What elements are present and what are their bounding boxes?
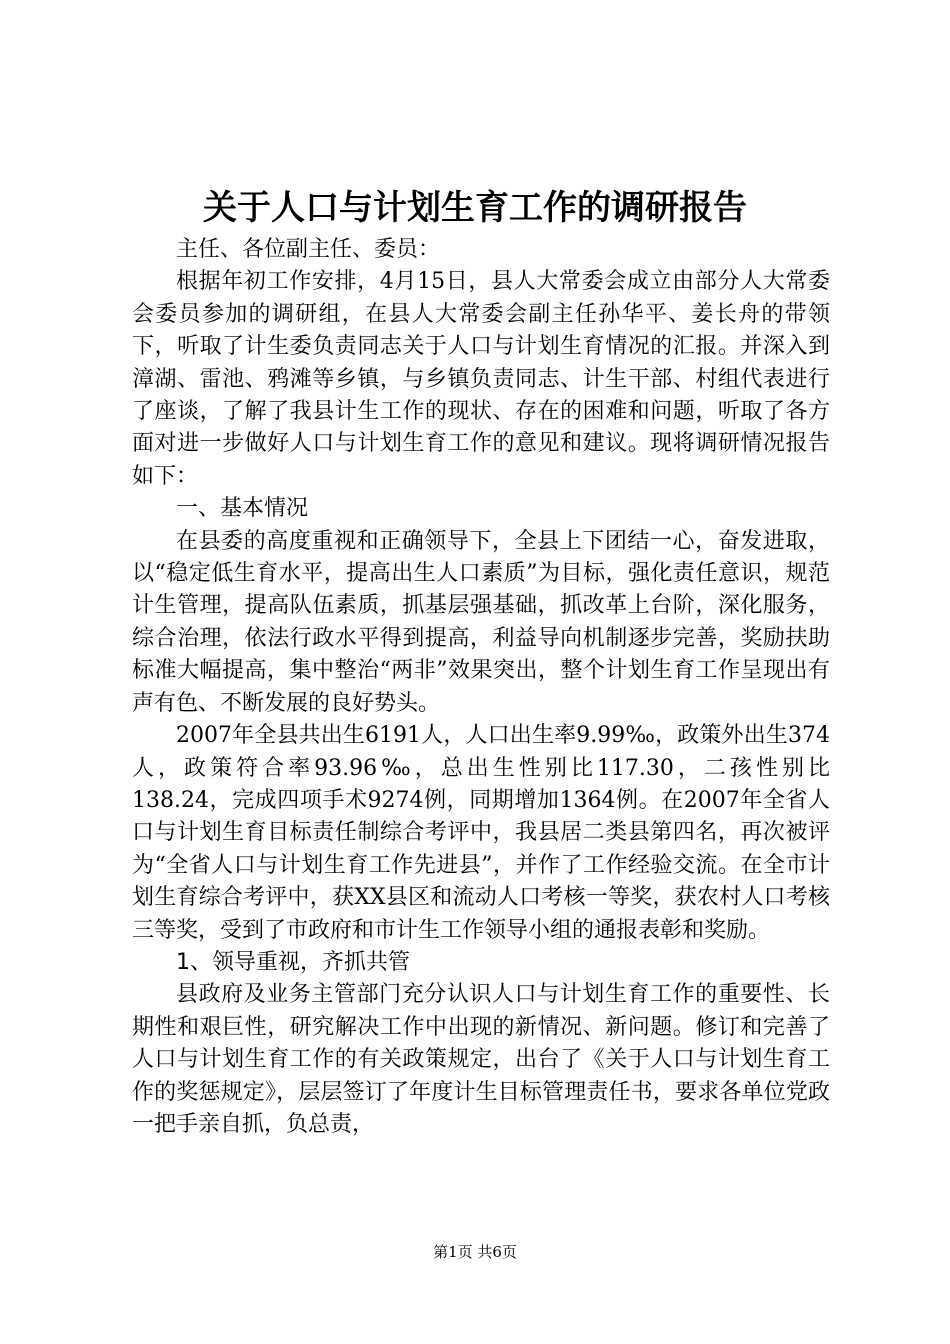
subsection-heading-leadership: 1、领导重视，齐抓共管 bbox=[176, 949, 410, 975]
page-number-footer: 第1页 共6页 bbox=[433, 1243, 517, 1261]
paragraph-intro: 根据年初工作安排，4月15日，县人大常委会成立由部分人大常委会委员参加的调研组，在县人大常委会副主任孙华平、姜长舟的带领下，听取了计生委负责同志关于人口与计划生育情况的汇报。并深入到漳湖、雷池、鸦滩等乡镇，与乡镇负责同志、计生干部、村组代表进行了座谈，了解了我县计生工作的现状、存在的困难和问题，听取了各方面对进一步做好人口与计划生育工作的意见和建议。现将调研情况报告如下： bbox=[132, 269, 830, 489]
salutation: 主任、各位副主任、委员： bbox=[176, 237, 441, 262]
document-body bbox=[132, 234, 830, 1141]
paragraph-statistics: 2007年全县共出生6191人，人口出生率9.99‰，政策外出生374人，政策符合率93.96‰，总出生性别比117.30，二孩性别比138.24，完成四项手术9274例，同期增加1364例。在2007年全省人口与计划生育目标责任制综合考评中，我县居二类县第四名，再次被评为“全省人口与计划生育工作先进县”，并作了工作经验交流。在全市计划生育综合考评中，获XX县区和流动人口考核一等奖，获农村人口考核三等奖，受到了市政府和市计生工作领导小组的通报表彰和奖励。 bbox=[132, 723, 830, 943]
paragraph-leadership: 县政府及业务主管部门充分认识人口与计划生育工作的重要性、长期性和艰巨性，研究解决工作中出现的新情况、新问题。修订和完善了人口与计划生育工作的有关政策规定，出台了《关于人口与计划生育工作的奖惩规定》，层层签订了年度计生目标管理责任书，要求各单位党政一把手亲自抓，负总责， bbox=[132, 982, 830, 1137]
paragraph-overview: 在县委的高度重视和正确领导下，全县上下团结一心，奋发进取，以“稳定低生育水平，提高出生人口素质”为目标，强化责任意识，规范计生管理，提高队伍素质，抓基层强基础，抓改革上台阶，深化服务，综合治理，依法行政水平得到提高，利益导向机制逐步完善，奖励扶助标准大幅提高，集中整治“两非”效果突出，整个计划生育工作呈现出有声有色、不断发展的良好势头。 bbox=[132, 528, 830, 716]
document-title: 关于人口与计划生育工作的调研报告 bbox=[203, 188, 747, 228]
section-heading-basic-situation: 一、基本情况 bbox=[176, 496, 309, 522]
